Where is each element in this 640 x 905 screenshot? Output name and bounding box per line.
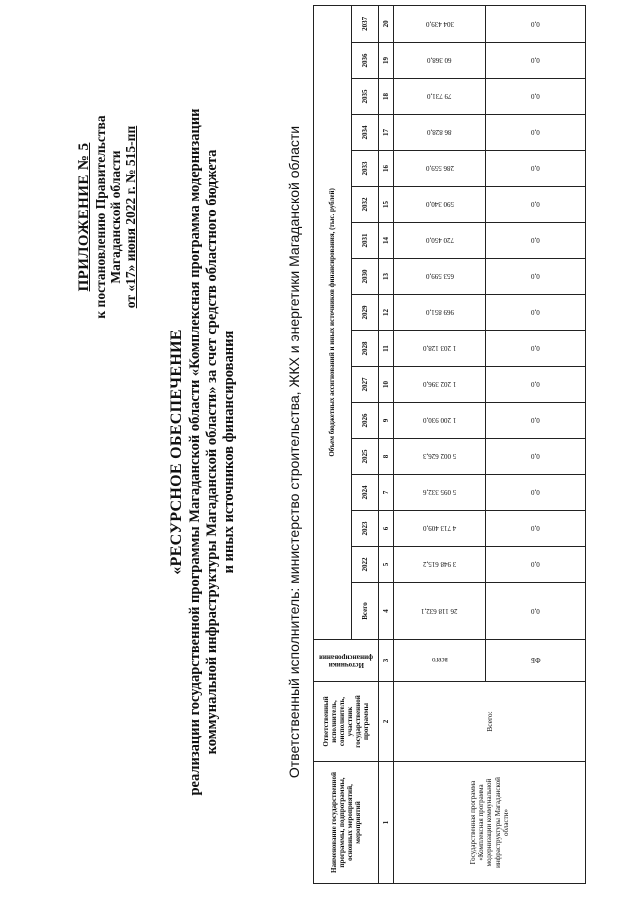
header-year: 2026 (352, 403, 379, 439)
header-year: 2033 (352, 151, 379, 187)
document-subtitle-3: и иных источников финансирования (220, 330, 237, 574)
header-volume: Объем бюджетных ассигнований и иных источников финансирования, (тыс. рублей) (314, 5, 352, 639)
source-label: ФБ (530, 656, 541, 665)
header-year: 2037 (352, 5, 379, 42)
cell-value: 0,0 (531, 19, 540, 28)
value-cell (486, 439, 586, 475)
value-cell (394, 331, 486, 367)
cell-value: 0,0 (531, 164, 540, 173)
cell-value: 590 340,0 (425, 200, 454, 209)
value-cell (394, 583, 486, 640)
column-number-row (379, 5, 394, 883)
cell-value: 653 599,0 (425, 272, 454, 281)
column-number: 3 (379, 640, 394, 682)
header-total: Всего (352, 583, 379, 640)
cell-value: 0,0 (531, 236, 540, 245)
cell-value: 0,0 (531, 488, 540, 497)
source-cell (486, 640, 586, 682)
cell-value: 304 439,0 (425, 19, 454, 28)
value-cell (394, 43, 486, 79)
header-year: 2031 (352, 223, 379, 259)
column-number: 17 (379, 115, 394, 151)
value-cell (486, 43, 586, 79)
cell-value: 79 731,0 (427, 92, 452, 101)
cell-value: 720 450,0 (425, 236, 454, 245)
header-year: 2024 (352, 475, 379, 511)
header-source: Источники финансирования (319, 653, 373, 670)
cell-value: 5 095 332,6 (422, 488, 457, 497)
header-year: 2034 (352, 115, 379, 151)
cell-value: 1 203 128,0 (422, 344, 457, 353)
value-cell (394, 187, 486, 223)
cell-value: 5 002 626,3 (422, 452, 457, 461)
cell-value: 0,0 (531, 200, 540, 209)
value-cell (486, 115, 586, 151)
cell-value: 1 200 930,0 (422, 416, 457, 425)
column-number: 18 (379, 79, 394, 115)
cell-value: 969 851,0 (425, 308, 454, 317)
value-cell (486, 331, 586, 367)
column-number: 16 (379, 151, 394, 187)
value-cell (394, 5, 486, 42)
value-cell (486, 547, 586, 583)
appendix-header (76, 52, 138, 382)
header-year: 2022 (352, 547, 379, 583)
column-number: 1 (379, 762, 394, 884)
responsible-executor: Ответственный исполнитель: министерство строительства, ЖКХ и энергетики Магаданской области (286, 125, 302, 779)
value-cell (394, 439, 486, 475)
header-year: 2023 (352, 511, 379, 547)
column-number: 14 (379, 223, 394, 259)
header-year: 2032 (352, 187, 379, 223)
value-cell (486, 5, 586, 42)
cell-value: 3 948 615,2 (422, 560, 457, 569)
value-cell (486, 403, 586, 439)
cell-value: 0,0 (531, 607, 540, 615)
header-year: 2035 (352, 79, 379, 115)
cell-value: 0,0 (531, 380, 540, 389)
value-cell (394, 475, 486, 511)
column-number: 4 (379, 583, 394, 640)
cell-value: 0,0 (531, 56, 540, 65)
column-number: 2 (379, 682, 394, 762)
column-number: 19 (379, 43, 394, 79)
value-cell (394, 223, 486, 259)
value-cell (394, 511, 486, 547)
value-cell (394, 115, 486, 151)
cell-value: 26 118 632,1 (421, 607, 458, 615)
value-cell (486, 367, 586, 403)
value-cell (486, 151, 586, 187)
column-number: 5 (379, 547, 394, 583)
column-number: 20 (379, 5, 394, 42)
cell-value: 0,0 (531, 452, 540, 461)
appendix-line-2: к постановлению Правительства (92, 115, 108, 319)
cell-value: 1 202 396,0 (422, 380, 457, 389)
cell-value: 0,0 (531, 92, 540, 101)
column-number: 11 (379, 331, 394, 367)
appendix-line-4: от «17» июня 2022 г. № 515-пп (123, 125, 139, 309)
value-cell (486, 259, 586, 295)
value-cell (394, 259, 486, 295)
column-number: 8 (379, 439, 394, 475)
value-cell (486, 79, 586, 115)
cell-value: 0,0 (531, 560, 540, 569)
value-cell (486, 511, 586, 547)
document-subtitle-1: реализации государственной программы Магаданской области «Комплексная программа модернизации (186, 108, 203, 796)
document-title: «РЕСУРСНОЕ ОБЕСПЕЧЕНИЕ (168, 329, 185, 575)
cell-value: 286 559,0 (425, 164, 454, 173)
value-cell (394, 367, 486, 403)
value-cell (486, 187, 586, 223)
document-page (20, 12, 620, 892)
column-number: 12 (379, 295, 394, 331)
source-cell (394, 640, 486, 682)
cell-value: 86 828,0 (427, 128, 452, 137)
header-name: Наименование государственной программы, подпрограммы, основных мероприятий, мероприятий (314, 762, 379, 884)
header-year: 2028 (352, 331, 379, 367)
value-cell (486, 223, 586, 259)
column-number: 10 (379, 367, 394, 403)
value-cell (394, 79, 486, 115)
value-cell (486, 583, 586, 640)
column-number: 9 (379, 403, 394, 439)
cell-value: 4 713 409,0 (422, 524, 457, 533)
cell-value: 0,0 (531, 524, 540, 533)
value-cell (394, 151, 486, 187)
responsible-value: Всего: (394, 682, 586, 762)
document-subtitle-2: коммунальной инфраструктуры Магаданской области» за счет средств областного бюджета (203, 149, 220, 755)
cell-value: 0,0 (531, 308, 540, 317)
value-cell (394, 295, 486, 331)
value-cell (486, 475, 586, 511)
cell-value: 0,0 (531, 416, 540, 425)
cell-value: 60 368,0 (427, 56, 452, 65)
column-number: 13 (379, 259, 394, 295)
header-year: 2030 (352, 259, 379, 295)
value-cell (394, 547, 486, 583)
document-title-block (168, 52, 238, 852)
header-row-1 (314, 5, 352, 883)
header-year: 2027 (352, 367, 379, 403)
source-label: всего (431, 656, 448, 665)
header-year: 2029 (352, 295, 379, 331)
value-cell (394, 403, 486, 439)
cell-value: 0,0 (531, 344, 540, 353)
appendix-title: ПРИЛОЖЕНИЕ № 5 (76, 142, 92, 292)
header-responsible: Ответственный исполнитель, соисполнитель, участник государственной программы (314, 682, 379, 762)
column-number: 15 (379, 187, 394, 223)
table-row-total (394, 5, 486, 883)
column-number: 7 (379, 475, 394, 511)
header-year: 2036 (352, 43, 379, 79)
cell-value: 0,0 (531, 272, 540, 281)
program-name: Государственная программа «Комплексная программа модернизации коммунальной инфраструктуры Магаданской области» (394, 762, 586, 884)
value-cell (486, 295, 586, 331)
cell-value: 0,0 (531, 128, 540, 137)
column-number: 6 (379, 511, 394, 547)
resource-table (313, 5, 586, 884)
header-source-cell (314, 640, 379, 682)
header-year: 2025 (352, 439, 379, 475)
appendix-line-3: Магаданской области (107, 150, 123, 284)
